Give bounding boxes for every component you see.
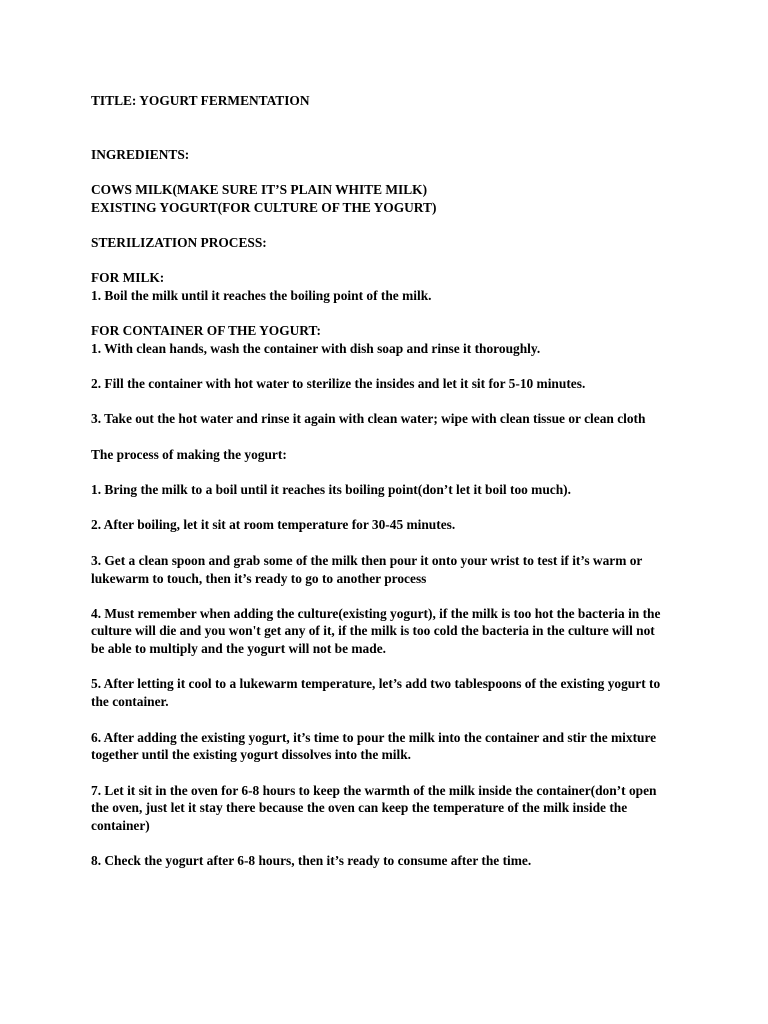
ingredients-heading: INGREDIENTS:	[91, 147, 190, 162]
milk-step: 1. Boil the milk until it reaches the boiling point of the milk.	[91, 288, 432, 303]
process-step-continued: the container.	[91, 694, 169, 709]
process-step-continued: the oven, just let it stay there because the oven can keep the temperature of the milk inside the	[91, 800, 628, 815]
document-title: TITLE: YOGURT FERMENTATION	[91, 93, 310, 108]
container-step: 1. With clean hands, wash the container with dish soap and rinse it thoroughly.	[91, 341, 541, 356]
process-step: 1. Bring the milk to a boil until it reaches its boiling point(don’t let it boil too much).	[91, 482, 571, 497]
process-step-continued: culture will die and you won't get any of it, if the milk is too cold the bacteria in the culture will not	[91, 623, 655, 638]
sterilization-heading: STERILIZATION PROCESS:	[91, 235, 267, 250]
process-step: 5. After letting it cool to a lukewarm temperature, let’s add two tablespoons of the existing yogurt to	[91, 676, 661, 691]
process-step-continued: be able to multiply and the yogurt will not be made.	[91, 641, 386, 656]
process-step: 3. Get a clean spoon and grab some of the milk then pour it onto your wrist to test if it’s warm or	[91, 553, 643, 568]
process-step-continued: container)	[91, 818, 150, 833]
process-step-continued: lukewarm to touch, then it’s ready to go to another process	[91, 571, 427, 586]
process-heading: The process of making the yogurt:	[91, 447, 287, 462]
process-step-continued: together until the existing yogurt dissolves into the milk.	[91, 747, 412, 762]
ingredient-item: COWS MILK(MAKE SURE IT’S PLAIN WHITE MILK)	[91, 182, 428, 197]
process-step: 8. Check the yogurt after 6-8 hours, then it’s ready to consume after the time.	[91, 853, 532, 868]
process-step: 7. Let it sit in the oven for 6-8 hours to keep the warmth of the milk inside the container(don’t open	[91, 783, 657, 798]
ingredient-item: EXISTING YOGURT(FOR CULTURE OF THE YOGURT)	[91, 200, 437, 215]
container-heading: FOR CONTAINER OF THE YOGURT:	[91, 323, 321, 338]
process-step: 2. After boiling, let it sit at room temperature for 30-45 minutes.	[91, 517, 456, 532]
container-step: 2. Fill the container with hot water to sterilize the insides and let it sit for 5-10 minutes.	[91, 376, 586, 391]
container-step: 3. Take out the hot water and rinse it again with clean water; wipe with clean tissue or clean cloth	[91, 411, 646, 426]
process-step: 4. Must remember when adding the culture(existing yogurt), if the milk is too hot the bacteria in the	[91, 606, 661, 621]
milk-heading: FOR MILK:	[91, 270, 165, 285]
process-step: 6. After adding the existing yogurt, it’s time to pour the milk into the container and stir the mixture	[91, 730, 657, 745]
